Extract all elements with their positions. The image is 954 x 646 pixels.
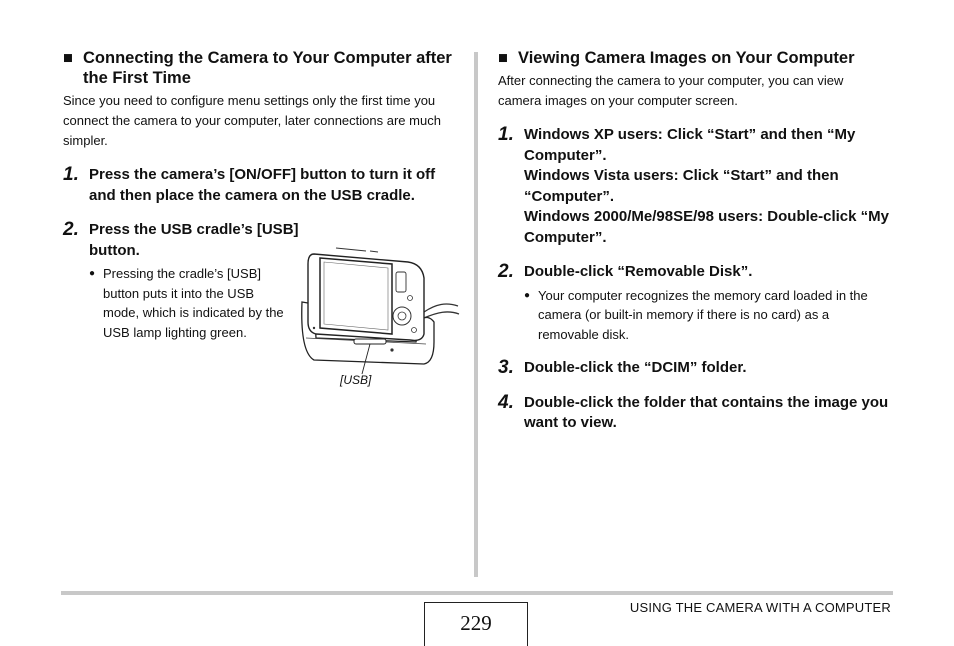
section-marker-icon: ■ [498, 49, 508, 67]
bullet-dot-icon: ● [89, 268, 96, 279]
step-item [498, 262, 893, 283]
step-number: 4. [498, 391, 514, 413]
step-item [63, 220, 303, 261]
step-text: Double-click the folder that contains the image you want to view. [524, 393, 889, 431]
column-divider [474, 52, 478, 577]
bullet-dot-icon: ● [524, 289, 531, 301]
right-column [498, 48, 893, 434]
bullet-item [524, 286, 893, 345]
step-item [498, 393, 893, 434]
step-line: Windows Vista users: Click “Start” and then “Computer”. [524, 167, 839, 205]
bullet-item [89, 264, 285, 342]
page-number: 229 [424, 602, 528, 646]
intro-text: Since you need to configure menu settings only the first time you connect the camera to your computer, later connections are much simpler. [63, 93, 441, 148]
running-title: USING THE CAMERA WITH A COMPUTER [629, 600, 891, 615]
bullet-text: Pressing the cradle’s [USB] button puts it into the USB mode, which is indicated by the USB lamp lighting green. [103, 266, 284, 340]
section-marker-icon: ■ [63, 49, 73, 67]
step-item [63, 165, 461, 206]
step-line: Windows 2000/Me/98SE/98 users: Double-click “My Computer”. [524, 208, 889, 246]
camera-cradle-illustration [296, 242, 461, 392]
figure-caption: [USB] [340, 373, 372, 387]
step-text: Double-click “Removable Disk”. [524, 263, 753, 280]
step-text: Double-click the “DCIM” folder. [524, 359, 747, 376]
bullet-text: Your computer recognizes the memory card loaded in the camera (or built-in memory if there is no card) as a removable disk. [538, 287, 868, 342]
step-text: Press the camera’s [ON/OFF] button to turn it off and then place the camera on the USB cradle. [89, 166, 436, 204]
footer-rule [61, 591, 893, 595]
section-title-viewing [498, 48, 893, 68]
step-number: 2. [63, 219, 79, 240]
section-title-text: Connecting the Camera to Your Computer after the First Time [83, 49, 452, 87]
step-item [498, 358, 893, 379]
intro-text: After connecting the camera to your computer, you can view camera images on your computer screen. [498, 73, 844, 108]
step-number: 2. [498, 261, 514, 282]
step-text [524, 125, 893, 248]
step-item [498, 125, 893, 248]
step-line: Windows XP users: Click “Start” and then “My Computer”. [524, 126, 856, 164]
step-number: 3. [498, 357, 514, 378]
section-title-text: Viewing Camera Images on Your Computer [518, 49, 855, 67]
step-number: 1. [498, 124, 514, 145]
section-title-connecting [63, 48, 461, 88]
step-number: 1. [63, 164, 79, 185]
step-text: Press the USB cradle’s [USB] button. [89, 221, 299, 259]
